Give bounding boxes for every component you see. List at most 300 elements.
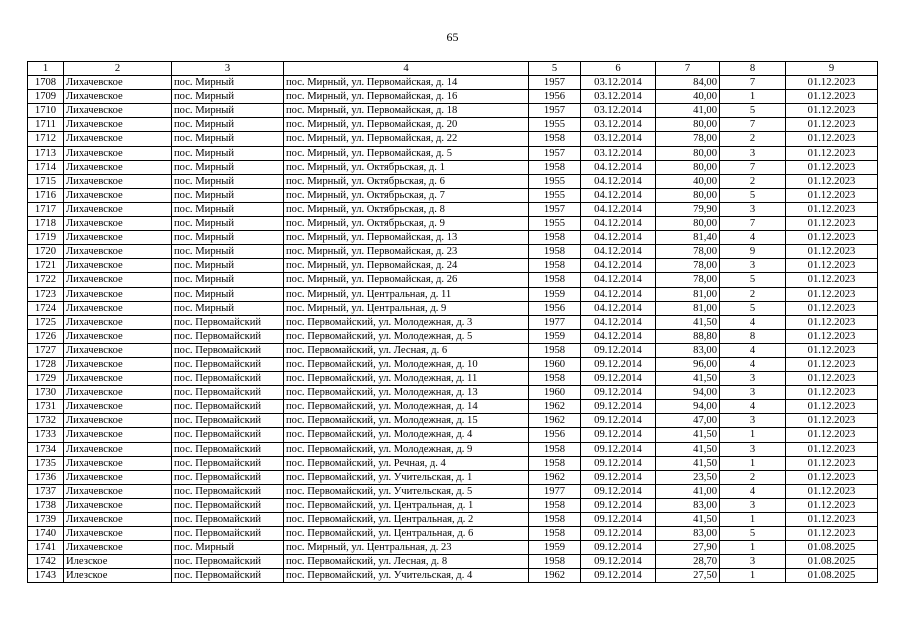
table-row [28,104,878,118]
cell-settlement: Лихачевское [64,428,172,442]
cell-year: 1958 [529,498,581,512]
cell-address: пос. Мирный, ул. Первомайская, д. 13 [284,231,529,245]
table-row [28,527,878,541]
cell-settlement: Лихачевское [64,414,172,428]
cell-area: 41,50 [656,315,720,329]
column-header: 6 [581,62,656,76]
cell-locality: пос. Мирный [172,104,284,118]
cell-date: 04.12.2014 [581,174,656,188]
cell-year: 1958 [529,160,581,174]
cell-year: 1960 [529,357,581,371]
cell-year: 1958 [529,231,581,245]
cell-count: 3 [720,414,786,428]
cell-deadline: 01.08.2025 [786,541,878,555]
cell-number: 1712 [28,132,64,146]
cell-count: 5 [720,104,786,118]
cell-settlement: Лихачевское [64,315,172,329]
cell-number: 1738 [28,498,64,512]
cell-count: 3 [720,259,786,273]
cell-year: 1958 [529,456,581,470]
cell-number: 1717 [28,202,64,216]
column-header: 1 [28,62,64,76]
cell-deadline: 01.12.2023 [786,470,878,484]
cell-number: 1714 [28,160,64,174]
cell-locality: пос. Первомайский [172,527,284,541]
cell-locality: пос. Первомайский [172,484,284,498]
cell-date: 03.12.2014 [581,146,656,160]
cell-date: 03.12.2014 [581,104,656,118]
cell-year: 1956 [529,90,581,104]
cell-date: 09.12.2014 [581,386,656,400]
cell-locality: пос. Первомайский [172,470,284,484]
cell-area: 80,00 [656,217,720,231]
cell-settlement: Лихачевское [64,132,172,146]
cell-address: пос. Мирный, ул. Первомайская, д. 23 [284,245,529,259]
cell-deadline: 01.12.2023 [786,513,878,527]
cell-deadline: 01.12.2023 [786,174,878,188]
cell-settlement: Лихачевское [64,386,172,400]
cell-deadline: 01.12.2023 [786,315,878,329]
cell-deadline: 01.12.2023 [786,442,878,456]
cell-deadline: 01.12.2023 [786,386,878,400]
cell-date: 03.12.2014 [581,90,656,104]
cell-deadline: 01.12.2023 [786,160,878,174]
cell-count: 7 [720,118,786,132]
column-header: 8 [720,62,786,76]
cell-year: 1958 [529,555,581,569]
cell-deadline: 01.12.2023 [786,414,878,428]
cell-address: пос. Первомайский, ул. Молодежная, д. 9 [284,442,529,456]
table-row [28,372,878,386]
cell-locality: пос. Мирный [172,217,284,231]
cell-address: пос. Первомайский, ул. Молодежная, д. 4 [284,428,529,442]
cell-year: 1955 [529,188,581,202]
cell-locality: пос. Первомайский [172,498,284,512]
cell-number: 1708 [28,76,64,90]
column-header: 9 [786,62,878,76]
cell-deadline: 01.12.2023 [786,231,878,245]
table-row [28,118,878,132]
cell-date: 04.12.2014 [581,329,656,343]
cell-address: пос. Мирный, ул. Первомайская, д. 14 [284,76,529,90]
cell-locality: пос. Первомайский [172,569,284,583]
cell-count: 3 [720,386,786,400]
cell-address: пос. Первомайский, ул. Речная, д. 4 [284,456,529,470]
cell-year: 1956 [529,301,581,315]
cell-year: 1958 [529,343,581,357]
cell-number: 1741 [28,541,64,555]
cell-date: 09.12.2014 [581,357,656,371]
table-row [28,287,878,301]
cell-date: 09.12.2014 [581,541,656,555]
cell-address: пос. Первомайский, ул. Лесная, д. 8 [284,555,529,569]
cell-year: 1958 [529,527,581,541]
cell-number: 1728 [28,357,64,371]
cell-address: пос. Первомайский, ул. Центральная, д. 2 [284,513,529,527]
cell-area: 41,50 [656,442,720,456]
cell-year: 1962 [529,569,581,583]
cell-settlement: Лихачевское [64,301,172,315]
table-row [28,132,878,146]
cell-settlement: Лихачевское [64,484,172,498]
cell-year: 1955 [529,217,581,231]
cell-area: 78,00 [656,273,720,287]
cell-number: 1735 [28,456,64,470]
cell-count: 4 [720,357,786,371]
cell-date: 04.12.2014 [581,259,656,273]
cell-address: пос. Первомайский, ул. Учительская, д. 1 [284,470,529,484]
cell-deadline: 01.12.2023 [786,245,878,259]
cell-date: 03.12.2014 [581,132,656,146]
table-row [28,442,878,456]
cell-date: 09.12.2014 [581,484,656,498]
cell-address: пос. Первомайский, ул. Учительская, д. 4 [284,569,529,583]
cell-number: 1721 [28,259,64,273]
cell-date: 09.12.2014 [581,414,656,428]
cell-locality: пос. Первомайский [172,357,284,371]
cell-settlement: Лихачевское [64,343,172,357]
cell-year: 1960 [529,386,581,400]
cell-address: пос. Мирный, ул. Первомайская, д. 20 [284,118,529,132]
cell-area: 80,00 [656,160,720,174]
cell-year: 1957 [529,146,581,160]
cell-date: 03.12.2014 [581,118,656,132]
cell-area: 28,70 [656,555,720,569]
cell-locality: пос. Первомайский [172,315,284,329]
cell-address: пос. Мирный, ул. Первомайская, д. 16 [284,90,529,104]
cell-address: пос. Первомайский, ул. Молодежная, д. 11 [284,372,529,386]
cell-count: 1 [720,541,786,555]
cell-settlement: Лихачевское [64,400,172,414]
cell-deadline: 01.12.2023 [786,188,878,202]
cell-locality: пос. Мирный [172,90,284,104]
cell-deadline: 01.12.2023 [786,118,878,132]
cell-settlement: Лихачевское [64,498,172,512]
cell-settlement: Лихачевское [64,527,172,541]
cell-count: 7 [720,217,786,231]
cell-settlement: Илезское [64,555,172,569]
cell-address: пос. Первомайский, ул. Молодежная, д. 3 [284,315,529,329]
cell-locality: пос. Первомайский [172,386,284,400]
table-row [28,513,878,527]
column-header: 3 [172,62,284,76]
cell-date: 09.12.2014 [581,569,656,583]
cell-area: 23,50 [656,470,720,484]
cell-number: 1739 [28,513,64,527]
cell-area: 27,50 [656,569,720,583]
cell-date: 03.12.2014 [581,76,656,90]
table-row [28,414,878,428]
table-row [28,484,878,498]
table-row [28,160,878,174]
cell-address: пос. Первомайский, ул. Молодежная, д. 13 [284,386,529,400]
cell-deadline: 01.12.2023 [786,372,878,386]
cell-locality: пос. Мирный [172,160,284,174]
table-row [28,498,878,512]
cell-address: пос. Первомайский, ул. Молодежная, д. 10 [284,357,529,371]
table-header-row [28,62,878,76]
cell-year: 1958 [529,132,581,146]
cell-settlement: Лихачевское [64,188,172,202]
cell-year: 1958 [529,513,581,527]
cell-locality: пос. Мирный [172,118,284,132]
cell-deadline: 01.12.2023 [786,132,878,146]
cell-date: 04.12.2014 [581,301,656,315]
table-row [28,301,878,315]
cell-deadline: 01.08.2025 [786,555,878,569]
cell-date: 09.12.2014 [581,442,656,456]
table-row [28,217,878,231]
cell-date: 09.12.2014 [581,456,656,470]
cell-number: 1725 [28,315,64,329]
cell-count: 1 [720,428,786,442]
cell-number: 1742 [28,555,64,569]
cell-address: пос. Первомайский, ул. Лесная, д. 6 [284,343,529,357]
cell-area: 80,00 [656,146,720,160]
cell-area: 40,00 [656,90,720,104]
cell-deadline: 01.12.2023 [786,428,878,442]
cell-settlement: Лихачевское [64,273,172,287]
cell-deadline: 01.12.2023 [786,146,878,160]
cell-date: 04.12.2014 [581,231,656,245]
table-row [28,90,878,104]
cell-settlement: Лихачевское [64,287,172,301]
cell-number: 1727 [28,343,64,357]
cell-settlement: Лихачевское [64,118,172,132]
cell-settlement: Лихачевское [64,76,172,90]
cell-settlement: Лихачевское [64,104,172,118]
cell-number: 1737 [28,484,64,498]
cell-deadline: 01.12.2023 [786,484,878,498]
cell-deadline: 01.12.2023 [786,259,878,273]
cell-count: 3 [720,202,786,216]
cell-count: 2 [720,174,786,188]
cell-year: 1959 [529,541,581,555]
cell-count: 3 [720,146,786,160]
housing-register-table [27,61,878,583]
cell-address: пос. Мирный, ул. Первомайская, д. 22 [284,132,529,146]
cell-year: 1956 [529,428,581,442]
table-row [28,188,878,202]
cell-locality: пос. Мирный [172,146,284,160]
cell-count: 1 [720,513,786,527]
cell-number: 1732 [28,414,64,428]
table-row [28,456,878,470]
cell-count: 7 [720,160,786,174]
cell-locality: пос. Мирный [172,301,284,315]
cell-locality: пос. Первомайский [172,414,284,428]
cell-address: пос. Мирный, ул. Октябрьская, д. 1 [284,160,529,174]
cell-date: 04.12.2014 [581,273,656,287]
cell-number: 1709 [28,90,64,104]
cell-locality: пос. Первомайский [172,372,284,386]
cell-deadline: 01.12.2023 [786,357,878,371]
cell-settlement: Лихачевское [64,202,172,216]
column-header: 5 [529,62,581,76]
cell-settlement: Лихачевское [64,259,172,273]
cell-count: 5 [720,527,786,541]
cell-count: 3 [720,498,786,512]
cell-locality: пос. Мирный [172,188,284,202]
cell-locality: пос. Первомайский [172,456,284,470]
cell-area: 41,50 [656,372,720,386]
cell-address: пос. Первомайский, ул. Учительская, д. 5 [284,484,529,498]
cell-area: 41,00 [656,484,720,498]
cell-count: 2 [720,470,786,484]
cell-deadline: 01.12.2023 [786,329,878,343]
cell-settlement: Илезское [64,569,172,583]
cell-count: 2 [720,287,786,301]
cell-deadline: 01.12.2023 [786,527,878,541]
cell-address: пос. Мирный, ул. Первомайская, д. 5 [284,146,529,160]
cell-deadline: 01.12.2023 [786,400,878,414]
cell-deadline: 01.12.2023 [786,90,878,104]
table-row [28,245,878,259]
cell-count: 8 [720,329,786,343]
cell-settlement: Лихачевское [64,160,172,174]
cell-year: 1955 [529,118,581,132]
cell-address: пос. Первомайский, ул. Молодежная, д. 15 [284,414,529,428]
cell-count: 1 [720,569,786,583]
cell-area: 41,00 [656,104,720,118]
cell-number: 1743 [28,569,64,583]
cell-date: 04.12.2014 [581,217,656,231]
cell-locality: пос. Первомайский [172,329,284,343]
cell-locality: пос. Мирный [172,202,284,216]
cell-count: 5 [720,188,786,202]
cell-locality: пос. Первомайский [172,513,284,527]
cell-area: 41,50 [656,428,720,442]
cell-locality: пос. Мирный [172,245,284,259]
cell-date: 09.12.2014 [581,372,656,386]
table-row [28,569,878,583]
table-row [28,357,878,371]
cell-count: 5 [720,273,786,287]
cell-address: пос. Мирный, ул. Центральная, д. 9 [284,301,529,315]
cell-year: 1977 [529,315,581,329]
cell-date: 09.12.2014 [581,498,656,512]
cell-year: 1959 [529,329,581,343]
cell-count: 5 [720,301,786,315]
cell-area: 78,00 [656,259,720,273]
table-row [28,386,878,400]
table-row [28,202,878,216]
cell-number: 1736 [28,470,64,484]
cell-area: 83,00 [656,498,720,512]
cell-date: 04.12.2014 [581,160,656,174]
cell-area: 41,50 [656,513,720,527]
cell-locality: пос. Мирный [172,76,284,90]
cell-deadline: 01.12.2023 [786,76,878,90]
cell-deadline: 01.12.2023 [786,104,878,118]
cell-year: 1959 [529,287,581,301]
cell-number: 1734 [28,442,64,456]
cell-settlement: Лихачевское [64,372,172,386]
cell-count: 3 [720,372,786,386]
cell-locality: пос. Мирный [172,132,284,146]
cell-address: пос. Мирный, ул. Октябрьская, д. 7 [284,188,529,202]
cell-address: пос. Первомайский, ул. Молодежная, д. 5 [284,329,529,343]
cell-area: 78,00 [656,132,720,146]
cell-count: 3 [720,555,786,569]
cell-year: 1958 [529,372,581,386]
cell-deadline: 01.12.2023 [786,202,878,216]
cell-count: 1 [720,456,786,470]
cell-area: 80,00 [656,188,720,202]
cell-number: 1722 [28,273,64,287]
cell-count: 2 [720,132,786,146]
column-header: 2 [64,62,172,76]
cell-locality: пос. Мирный [172,259,284,273]
cell-number: 1726 [28,329,64,343]
cell-year: 1962 [529,400,581,414]
cell-year: 1962 [529,414,581,428]
cell-deadline: 01.12.2023 [786,456,878,470]
cell-number: 1710 [28,104,64,118]
cell-date: 09.12.2014 [581,555,656,569]
cell-area: 94,00 [656,400,720,414]
table-row [28,231,878,245]
cell-settlement: Лихачевское [64,541,172,555]
cell-locality: пос. Мирный [172,541,284,555]
cell-area: 41,50 [656,456,720,470]
cell-count: 4 [720,315,786,329]
cell-date: 09.12.2014 [581,513,656,527]
cell-date: 04.12.2014 [581,245,656,259]
cell-locality: пос. Первомайский [172,428,284,442]
cell-area: 40,00 [656,174,720,188]
cell-area: 81,40 [656,231,720,245]
table-row [28,470,878,484]
cell-locality: пос. Первомайский [172,555,284,569]
cell-settlement: Лихачевское [64,174,172,188]
cell-settlement: Лихачевское [64,231,172,245]
cell-settlement: Лихачевское [64,146,172,160]
cell-number: 1720 [28,245,64,259]
cell-year: 1957 [529,104,581,118]
cell-address: пос. Первомайский, ул. Центральная, д. 6 [284,527,529,541]
table-row [28,400,878,414]
table-body [28,76,878,583]
cell-deadline: 01.12.2023 [786,217,878,231]
column-header: 4 [284,62,529,76]
cell-year: 1957 [529,76,581,90]
cell-date: 04.12.2014 [581,287,656,301]
cell-address: пос. Мирный, ул. Центральная, д. 11 [284,287,529,301]
page-number: 65 [446,30,459,44]
cell-area: 83,00 [656,343,720,357]
cell-locality: пос. Мирный [172,231,284,245]
cell-area: 81,00 [656,287,720,301]
column-header: 7 [656,62,720,76]
cell-year: 1955 [529,174,581,188]
table-row [28,428,878,442]
table-row [28,555,878,569]
cell-deadline: 01.12.2023 [786,498,878,512]
cell-number: 1730 [28,386,64,400]
cell-count: 4 [720,231,786,245]
cell-locality: пос. Мирный [172,273,284,287]
cell-year: 1977 [529,484,581,498]
cell-number: 1715 [28,174,64,188]
cell-address: пос. Мирный, ул. Октябрьская, д. 6 [284,174,529,188]
cell-number: 1711 [28,118,64,132]
cell-area: 94,00 [656,386,720,400]
cell-settlement: Лихачевское [64,470,172,484]
cell-area: 81,00 [656,301,720,315]
cell-locality: пос. Мирный [172,287,284,301]
cell-deadline: 01.12.2023 [786,343,878,357]
